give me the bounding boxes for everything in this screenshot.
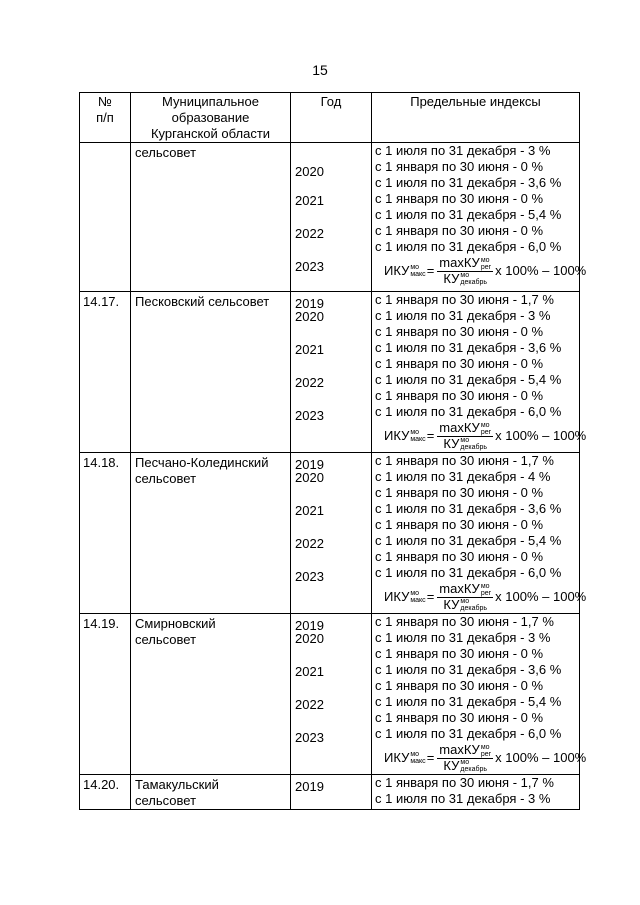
year-value: 2022 [295, 697, 324, 712]
header-indices: Предельные индексы [372, 93, 580, 143]
formula-num-sub: рег [480, 750, 492, 758]
formula-den-scripts [460, 759, 487, 773]
formula-tail: х 100% – 100% [495, 589, 587, 604]
index-line: с 1 июля по 31 декабря - 3,6 % [375, 340, 562, 355]
formula-equals: = [426, 428, 435, 443]
formula-fraction [437, 743, 493, 773]
year-value: 2019 [295, 296, 324, 311]
formula-lhs-sub: макс [410, 597, 426, 604]
row-number: 14.20. [80, 775, 131, 810]
index-line: с 1 июля по 31 декабря - 3 % [375, 791, 551, 806]
formula-den-scripts [460, 272, 487, 286]
header-number-line: п/п [96, 110, 114, 125]
header-municipality-line: Курганской области [150, 126, 271, 141]
table-row [80, 453, 580, 614]
table-row [80, 143, 580, 292]
formula-tail: х 100% – 100% [495, 750, 587, 765]
row-number [80, 143, 131, 292]
index-line: с 1 июля по 31 декабря - 3,6 % [375, 662, 562, 677]
index-line: с 1 июля по 31 декабря - 3 % [375, 143, 551, 158]
year-value: 2022 [295, 226, 324, 241]
formula-lhs-sub: макс [410, 758, 426, 765]
municipality-name [131, 143, 291, 292]
table-row [80, 614, 580, 775]
index-line: с 1 января по 30 июня - 0 % [375, 710, 544, 725]
page-number: 15 [312, 62, 328, 78]
municipality-name-line: сельсовет [135, 471, 197, 486]
year-cell [291, 143, 372, 292]
municipality-name [131, 453, 291, 614]
year-value: 2020 [295, 631, 324, 646]
index-line: с 1 июля по 31 декабря - 6,0 % [375, 565, 562, 580]
formula-den-main: КУ [443, 757, 460, 773]
table-header-row [80, 93, 580, 143]
table-row [80, 775, 580, 810]
municipality-name [131, 775, 291, 810]
index-line: с 1 января по 30 июня - 0 % [375, 646, 544, 661]
formula-lhs-sup: мо [410, 751, 420, 758]
year-value: 2023 [295, 408, 324, 423]
index-line: с 1 января по 30 июня - 0 % [375, 324, 544, 339]
index-line: с 1 июля по 31 декабря - 3 % [375, 308, 551, 323]
year-value: 2021 [295, 664, 324, 679]
index-line: с 1 января по 30 июня - 0 % [375, 678, 544, 693]
formula-denominator [441, 759, 489, 774]
municipality-name-line: Песковский сельсовет [135, 294, 270, 309]
formula-num-sup: мо [480, 743, 490, 751]
row-number: 14.19. [80, 614, 131, 775]
formula-lhs-scripts [410, 264, 425, 278]
formula-num-sub: рег [480, 263, 492, 271]
index-line: с 1 июля по 31 декабря - 6,0 % [375, 404, 562, 419]
row-number: 14.18. [80, 453, 131, 614]
formula-denominator [441, 437, 489, 452]
formula-num-main: maxКУ [439, 741, 480, 757]
formula-num-scripts [481, 257, 491, 271]
index-line: с 1 июля по 31 декабря - 4 % [375, 469, 551, 484]
formula-equals: = [426, 750, 435, 765]
formula-den-scripts [460, 598, 487, 612]
index-line: с 1 января по 30 июня - 1,7 % [375, 614, 554, 629]
index-line: с 1 января по 30 июня - 0 % [375, 388, 544, 403]
formula-denominator [441, 598, 489, 613]
year-value: 2023 [295, 569, 324, 584]
year-value: 2023 [295, 730, 324, 745]
municipality-name-line: Смирновский [135, 616, 216, 631]
formula-lhs-scripts [410, 751, 425, 765]
header-number-line: № [98, 94, 112, 109]
index-line: с 1 января по 30 июня - 0 % [375, 517, 544, 532]
formula-num-sub: рег [480, 428, 492, 436]
index-line: с 1 января по 30 июня - 0 % [375, 159, 544, 174]
index-line: с 1 июля по 31 декабря - 5,4 % [375, 533, 562, 548]
formula-den-main: КУ [443, 596, 460, 612]
year-value: 2022 [295, 536, 324, 551]
header-year: Год [291, 93, 372, 143]
formula-num-scripts [481, 422, 491, 436]
index-line: с 1 января по 30 июня - 0 % [375, 191, 544, 206]
formula-num-sub: рег [480, 589, 492, 597]
formula-numerator [437, 582, 493, 598]
index-line: с 1 января по 30 июня - 1,7 % [375, 775, 554, 790]
indices-cell [372, 143, 587, 292]
index-line: с 1 января по 30 июня - 0 % [375, 356, 544, 371]
year-value: 2021 [295, 193, 324, 208]
formula-num-scripts [481, 583, 491, 597]
formula-lhs: ИКУ [384, 750, 410, 765]
formula-num-sup: мо [480, 582, 490, 590]
formula-tail: х 100% – 100% [495, 263, 587, 278]
year-value: 2019 [295, 779, 324, 794]
limit-indices-table [79, 92, 587, 810]
year-value: 2021 [295, 503, 324, 518]
indices-cell [372, 292, 587, 453]
year-cell [291, 614, 372, 775]
header-municipality-line: Муниципальное [162, 94, 259, 109]
municipality-name-line: сельсовет [135, 793, 197, 808]
year-value: 2022 [295, 375, 324, 390]
formula-equals: = [426, 589, 435, 604]
municipality-name-line: Тамакульский [135, 777, 219, 792]
formula-numerator [437, 256, 493, 272]
year-cell [291, 453, 372, 614]
header-municipality-line: образование [171, 110, 250, 125]
index-line: с 1 января по 30 июня - 0 % [375, 549, 544, 564]
table-row [80, 292, 580, 453]
limit-index-formula [375, 580, 587, 613]
index-line: с 1 января по 30 июня - 1,7 % [375, 292, 554, 307]
formula-den-sup: мо [460, 272, 470, 280]
formula-equals: = [426, 263, 435, 278]
formula-lhs: ИКУ [384, 263, 410, 278]
formula-num-main: maxКУ [439, 580, 480, 596]
index-line: с 1 июля по 31 декабря - 3 % [375, 630, 551, 645]
formula-den-sub: декабрь [460, 279, 488, 287]
formula-numerator [437, 421, 493, 437]
formula-lhs-scripts [410, 429, 425, 443]
year-value: 2019 [295, 618, 324, 633]
index-line: с 1 июля по 31 декабря - 5,4 % [375, 694, 562, 709]
formula-den-sub: декабрь [460, 444, 488, 452]
year-value: 2020 [295, 309, 324, 324]
formula-lhs: ИКУ [384, 428, 410, 443]
formula-fraction [437, 582, 493, 612]
formula-num-sup: мо [480, 421, 490, 429]
limit-index-formula [375, 254, 587, 287]
limit-index-formula [375, 419, 587, 452]
municipality-name [131, 614, 291, 775]
formula-lhs-sup: мо [410, 264, 420, 271]
municipality-name [131, 292, 291, 453]
formula-den-sup: мо [460, 759, 470, 767]
year-value: 2020 [295, 164, 324, 179]
formula-den-sub: декабрь [460, 766, 488, 774]
indices-cell [372, 775, 580, 810]
formula-lhs: ИКУ [384, 589, 410, 604]
header-number [80, 93, 131, 143]
formula-lhs-sup: мо [410, 429, 420, 436]
municipality-name-line: сельсовет [135, 632, 197, 647]
formula-den-sup: мо [460, 598, 470, 606]
index-line: с 1 июля по 31 декабря - 3,6 % [375, 501, 562, 516]
index-line: с 1 января по 30 июня - 0 % [375, 485, 544, 500]
formula-lhs-sub: макс [410, 271, 426, 278]
year-cell [291, 775, 372, 810]
formula-fraction [437, 256, 493, 286]
index-line: с 1 июля по 31 декабря - 5,4 % [375, 372, 562, 387]
formula-lhs-scripts [410, 590, 425, 604]
indices-cell [372, 614, 587, 775]
municipality-name-line: Песчано-Колединский [135, 455, 269, 470]
index-line: с 1 июля по 31 декабря - 5,4 % [375, 207, 562, 222]
index-line: с 1 января по 30 июня - 0 % [375, 223, 544, 238]
formula-numerator [437, 743, 493, 759]
year-value: 2021 [295, 342, 324, 357]
year-value: 2020 [295, 470, 324, 485]
formula-fraction [437, 421, 493, 451]
index-line: с 1 января по 30 июня - 1,7 % [375, 453, 554, 468]
header-municipality [131, 93, 291, 143]
year-value: 2019 [295, 457, 324, 472]
formula-tail: х 100% – 100% [495, 428, 587, 443]
year-cell [291, 292, 372, 453]
formula-num-scripts [481, 744, 491, 758]
index-line: с 1 июля по 31 декабря - 3,6 % [375, 175, 562, 190]
formula-num-main: maxКУ [439, 254, 480, 270]
formula-lhs-sup: мо [410, 590, 420, 597]
indices-cell [372, 453, 587, 614]
year-value: 2023 [295, 259, 324, 274]
index-line: с 1 июля по 31 декабря - 6,0 % [375, 239, 562, 254]
formula-lhs-sub: макс [410, 436, 426, 443]
municipality-name-line: сельсовет [135, 145, 197, 160]
row-number: 14.17. [80, 292, 131, 453]
formula-num-main: maxКУ [439, 419, 480, 435]
formula-den-sup: мо [460, 437, 470, 445]
formula-den-scripts [460, 437, 487, 451]
formula-den-main: КУ [443, 435, 460, 451]
limit-index-formula [375, 741, 587, 774]
formula-denominator [441, 272, 489, 287]
formula-den-sub: декабрь [460, 605, 488, 613]
formula-den-main: КУ [443, 270, 460, 286]
index-line: с 1 июля по 31 декабря - 6,0 % [375, 726, 562, 741]
formula-num-sup: мо [480, 256, 490, 264]
